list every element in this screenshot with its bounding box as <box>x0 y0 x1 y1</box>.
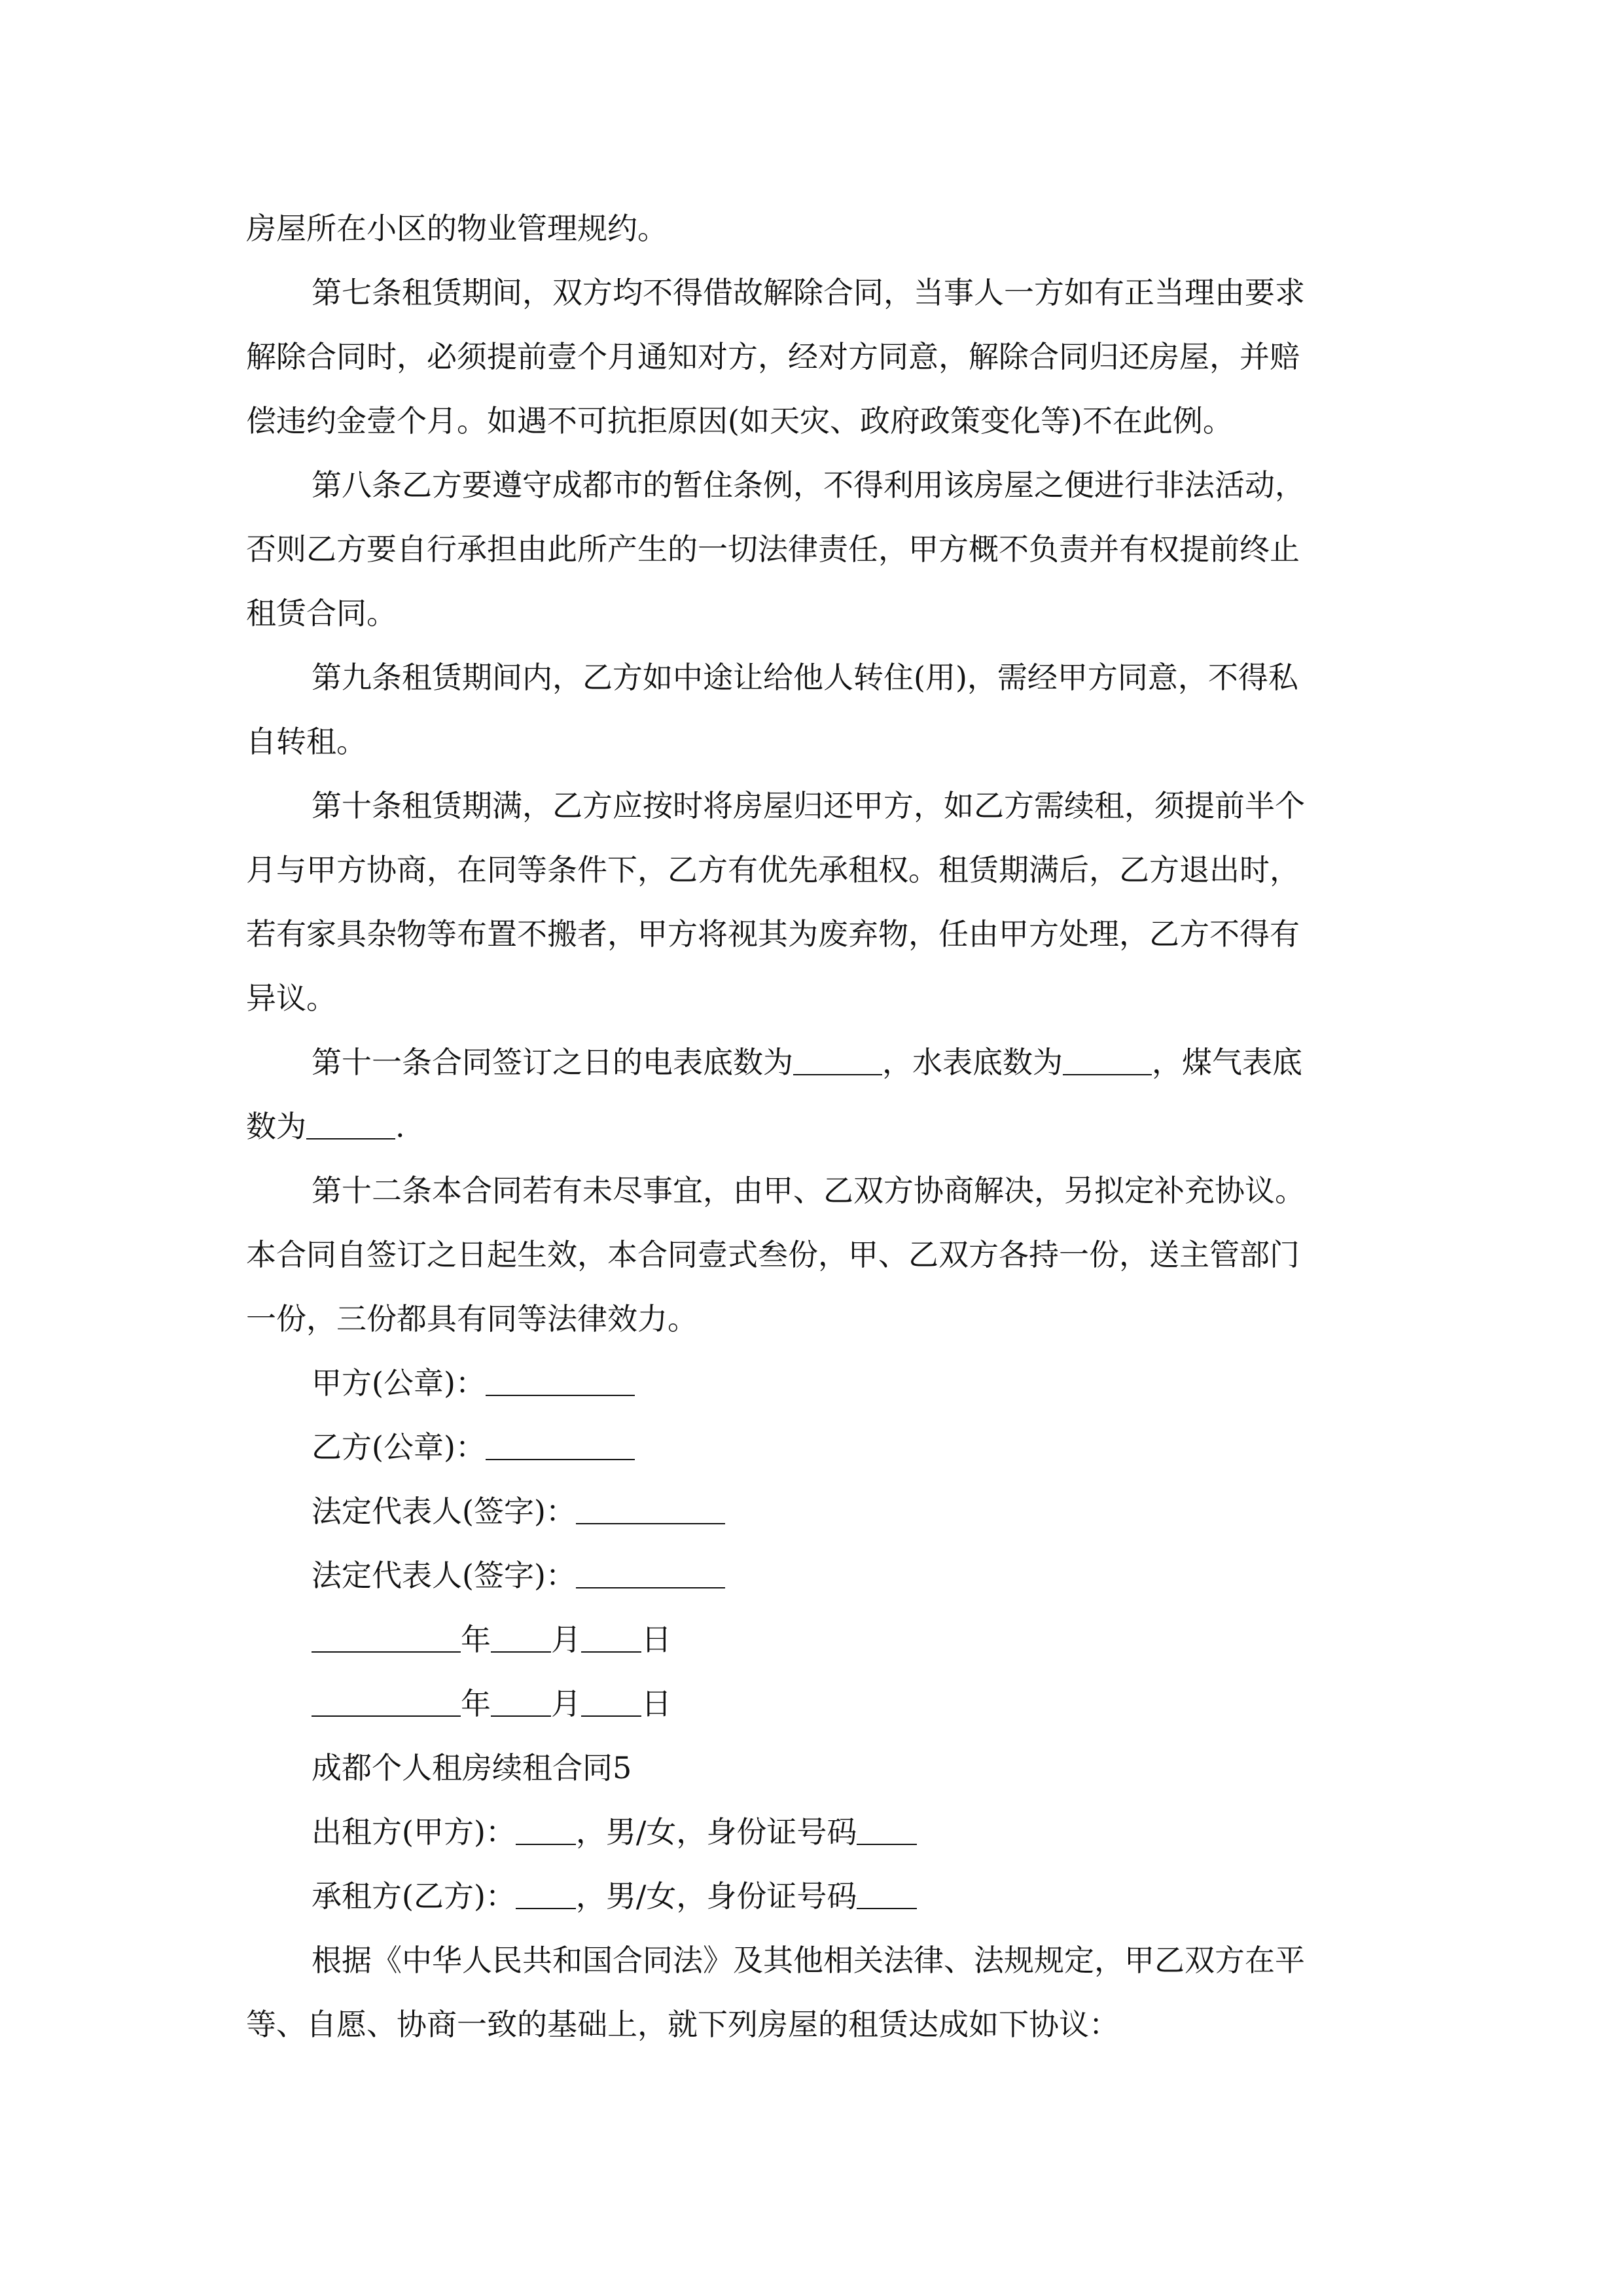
year-blank[interactable] <box>312 1626 461 1653</box>
party-b-seal-blank[interactable] <box>486 1434 635 1460</box>
clause-11-text: 第十一条合同签订之日的电表底数为 <box>312 1045 793 1080</box>
gas-meter-blank[interactable] <box>306 1113 395 1139</box>
paragraph-line: 一份，三份都具有同等法律效力。 <box>246 1301 698 1336</box>
lessee-line <box>246 1864 1385 1928</box>
clause-8-line: 第八条乙方要遵守成都市的暂住条例，不得利用该房屋之便进行非法活动， <box>312 467 1305 503</box>
clause-7-line: 第七条租赁期间，双方均不得借故解除合同，当事人一方如有正当理由要求 <box>312 275 1305 310</box>
intro-line: 根据《中华人民共和国合同法》及其他相关法律、法规规定，甲乙双方在平 <box>312 1943 1305 1978</box>
paragraph-line: 否则乙方要自行承担由此所产生的一切法律责任，甲方概不负责并有权提前终止 <box>246 531 1300 567</box>
day-label: 日 <box>641 1622 671 1657</box>
lessee-name-blank[interactable] <box>516 1883 576 1909</box>
date-line <box>246 1607 1385 1672</box>
clause-10-line: 第十条租赁期满，乙方应按时将房屋归还甲方，如乙方需续租，须提前半个 <box>312 788 1305 823</box>
electric-meter-blank[interactable] <box>793 1049 882 1075</box>
legal-rep-line <box>246 1479 1385 1543</box>
gender-id-label: ，男/女，身份证号码 <box>575 1878 857 1914</box>
year-blank[interactable] <box>312 1691 461 1717</box>
water-meter-blank[interactable] <box>1063 1049 1152 1075</box>
clause-9-line: 第九条租赁期间内，乙方如中途让给他人转住(用)，需经甲方同意，不得私 <box>312 660 1298 695</box>
paragraph-line: 偿违约金壹个月。如遇不可抗拒原因(如天灾、政府政策变化等)不在此例。 <box>246 403 1233 439</box>
day-label: 日 <box>641 1686 671 1721</box>
month-blank[interactable] <box>491 1691 551 1717</box>
paragraph-line: 异议。 <box>246 980 336 1016</box>
month-label: 月 <box>551 1686 581 1721</box>
date-line <box>246 1672 1385 1736</box>
year-label: 年 <box>461 1686 491 1721</box>
party-b-seal-label: 乙方(公章)： <box>312 1429 486 1465</box>
paragraph-line: 本合同自签订之日起生效，本合同壹式叁份，甲、乙双方各持一份，送主管部门 <box>246 1237 1300 1272</box>
month-label: 月 <box>551 1622 581 1657</box>
paragraph-line <box>246 1094 1385 1158</box>
lessee-label: 承租方(乙方)： <box>312 1878 516 1914</box>
clause-11-text: ，煤气表底 <box>1152 1045 1302 1080</box>
clause-11-text: 数为 <box>246 1109 306 1144</box>
gender-id-label: ，男/女，身份证号码 <box>575 1814 857 1850</box>
contract-title: 成都个人租房续租合同5 <box>312 1750 632 1785</box>
clause-11-line <box>246 1030 1385 1094</box>
paragraph-line: 租赁合同。 <box>246 596 397 631</box>
legal-rep-blank[interactable] <box>576 1562 725 1588</box>
clause-11-text: . <box>395 1109 405 1144</box>
party-a-seal-blank[interactable] <box>486 1370 635 1396</box>
party-a-seal-line <box>246 1351 1385 1415</box>
paragraph-line: 解除合同时，必须提前壹个月通知对方，经对方同意，解除合同归还房屋，并赔 <box>246 339 1300 374</box>
paragraph-line: 月与甲方协商，在同等条件下，乙方有优先承租权。租赁期满后，乙方退出时， <box>246 852 1300 888</box>
lessor-label: 出租方(甲方)： <box>312 1814 516 1850</box>
lessor-name-blank[interactable] <box>516 1819 576 1845</box>
paragraph-line: 自转租。 <box>246 724 366 759</box>
party-b-seal-line <box>246 1415 1385 1479</box>
clause-12-line: 第十二条本合同若有未尽事宜，由甲、乙双方协商解决，另拟定补充协议。 <box>312 1173 1305 1208</box>
lessor-id-blank[interactable] <box>857 1819 917 1845</box>
day-blank[interactable] <box>581 1691 641 1717</box>
party-a-seal-label: 甲方(公章)： <box>312 1365 486 1401</box>
lessee-id-blank[interactable] <box>857 1883 917 1909</box>
legal-rep-line <box>246 1543 1385 1607</box>
day-blank[interactable] <box>581 1626 641 1653</box>
paragraph-line: 等、自愿、协商一致的基础上，就下列房屋的租赁达成如下协议： <box>246 2007 1119 2042</box>
paragraph-line: 若有家具杂物等布置不搬者，甲方将视其为废弃物，任由甲方处理，乙方不得有 <box>246 916 1300 952</box>
legal-rep-label: 法定代表人(签字)： <box>312 1558 576 1593</box>
clause-11-text: ，水表底数为 <box>882 1045 1063 1080</box>
month-blank[interactable] <box>491 1626 551 1653</box>
year-label: 年 <box>461 1622 491 1657</box>
legal-rep-label: 法定代表人(签字)： <box>312 1494 576 1529</box>
document-page <box>246 196 1385 2056</box>
legal-rep-blank[interactable] <box>576 1498 725 1524</box>
lessor-line <box>246 1800 1385 1864</box>
paragraph-line: 房屋所在小区的物业管理规约。 <box>246 211 668 246</box>
